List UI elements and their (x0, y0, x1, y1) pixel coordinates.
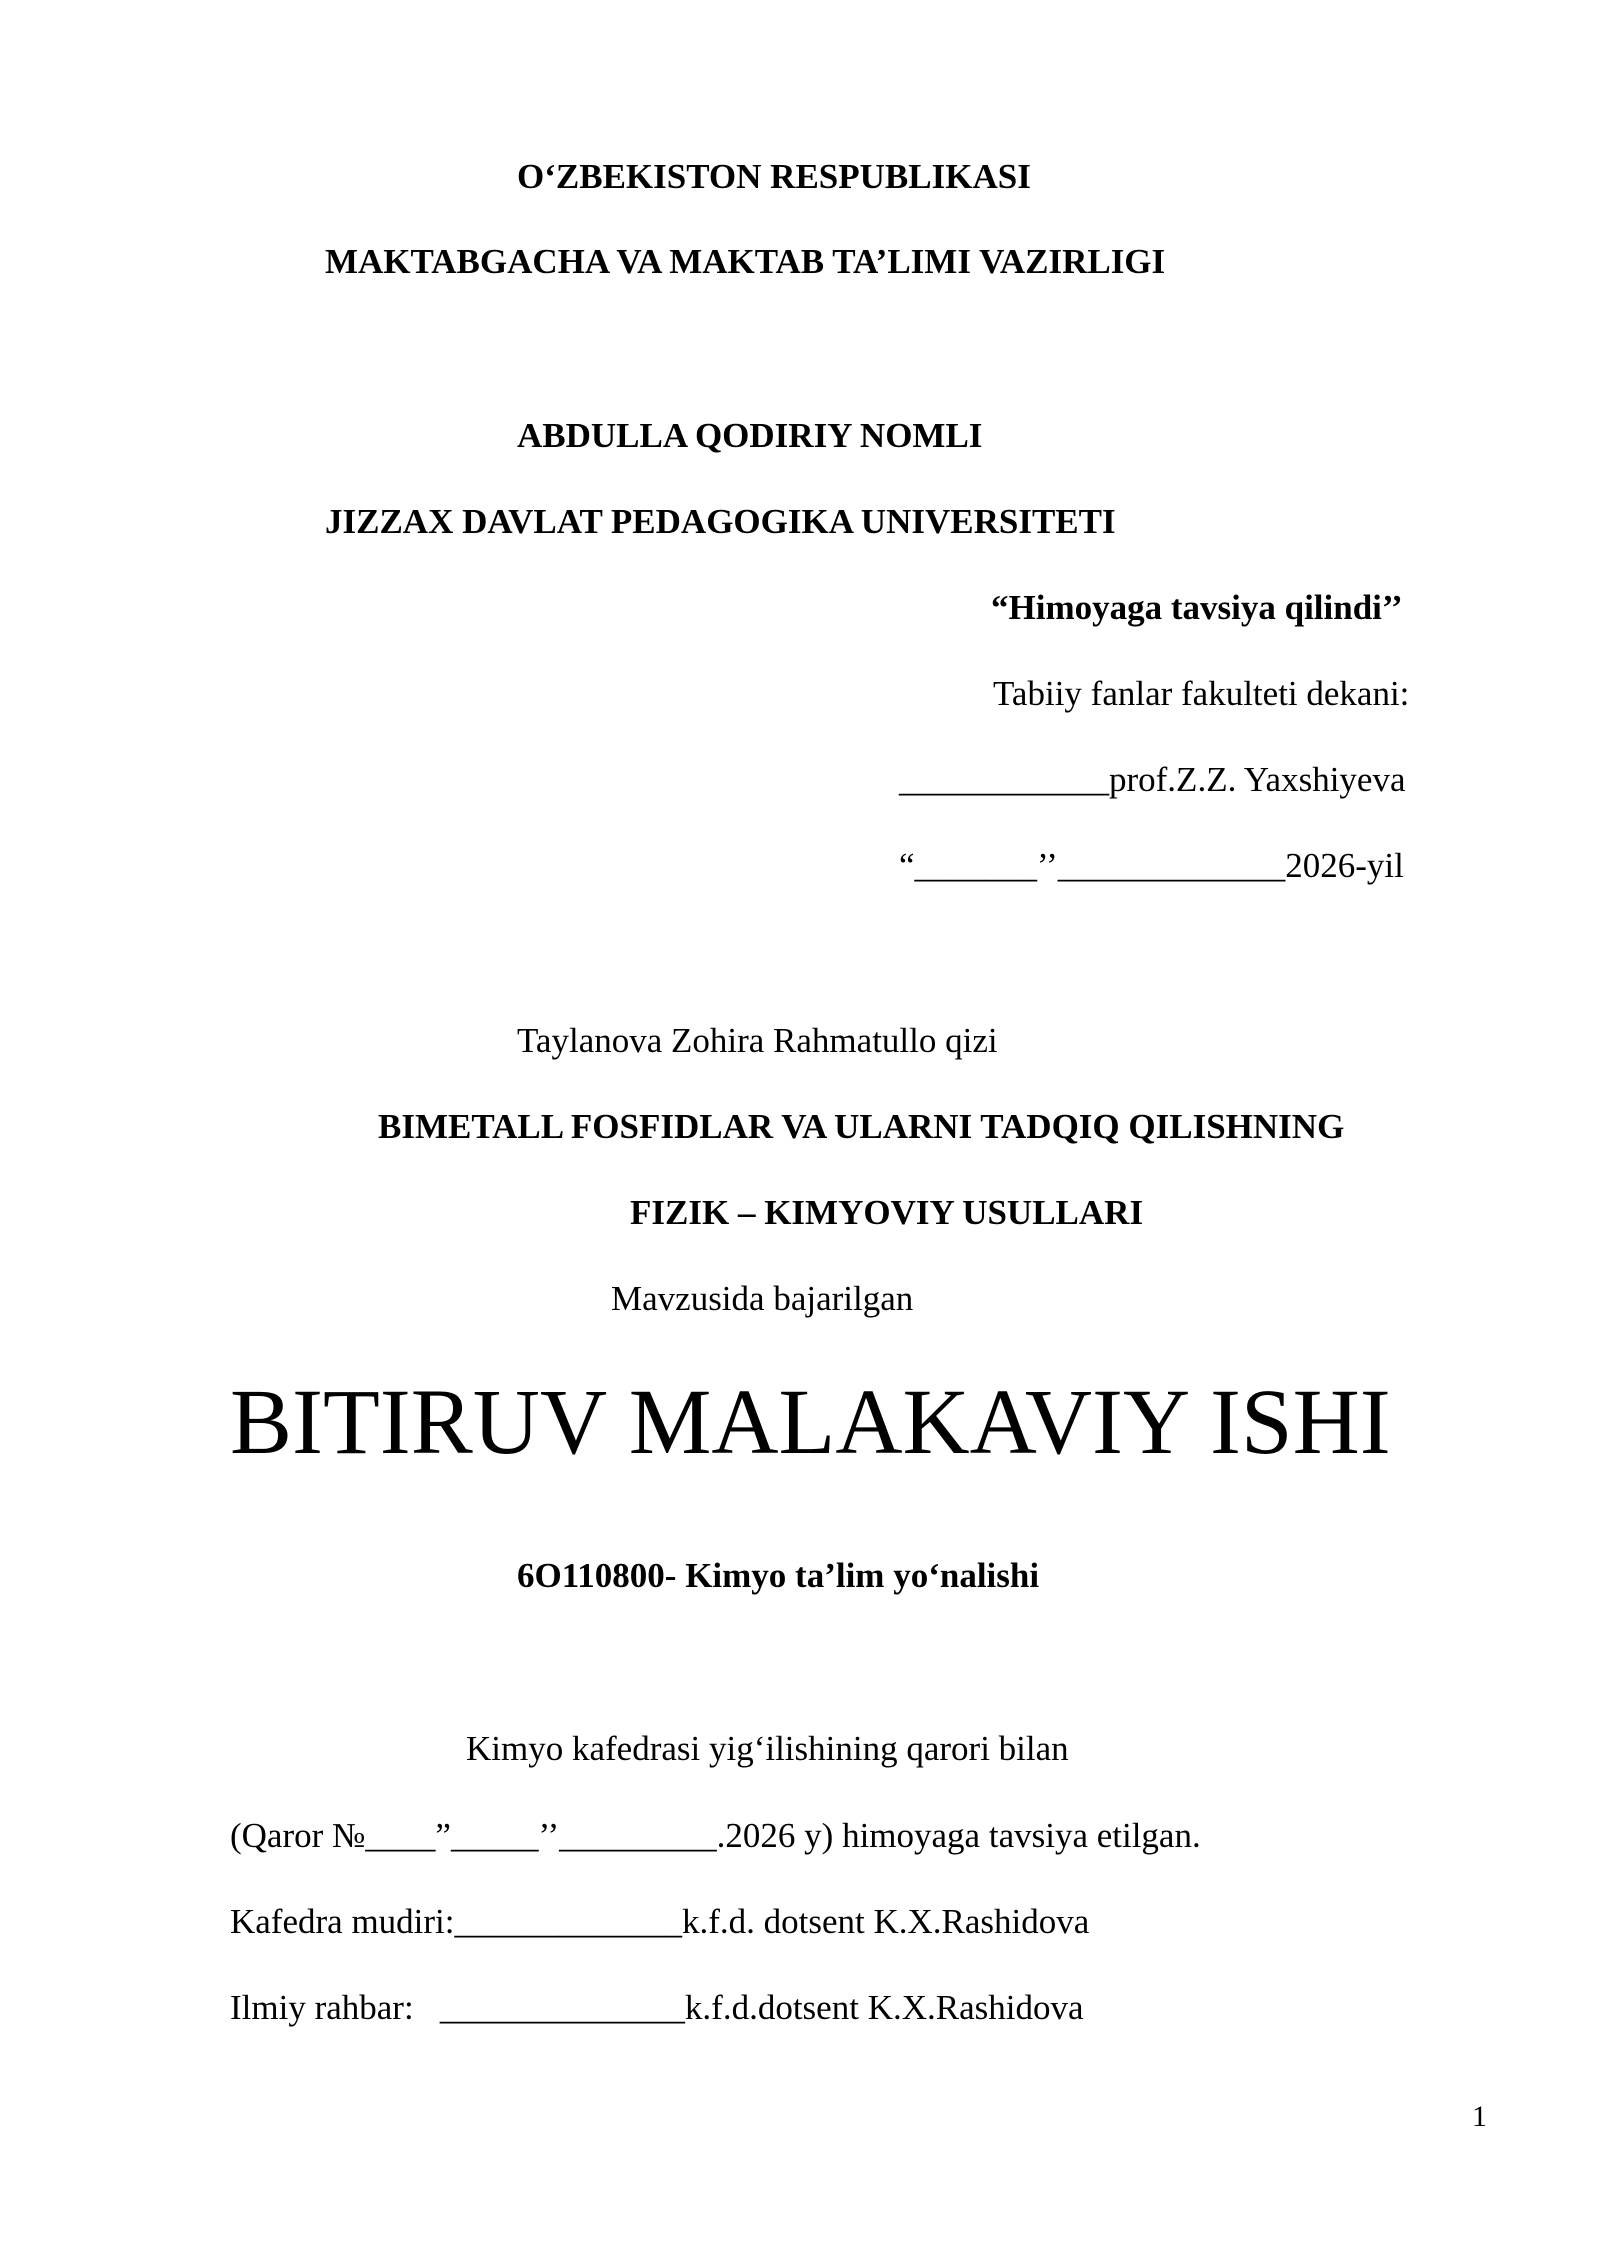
department-head-line: Kafedra mudiri:_____________k.f.d. dotsent K.X.Rashidova (230, 1902, 1090, 1941)
topic-note: Mavzusida bajarilgan (611, 1279, 914, 1318)
university-name-line2: JIZZAX DAVLAT PEDAGOGIKA UNIVERSITETI (325, 502, 1116, 541)
author-name: Taylanova Zohira Rahmatullo qizi (517, 1021, 998, 1060)
dean-signature-line: ____________prof.Z.Z. Yaxshiyeva (899, 760, 1406, 799)
program-name: 6O110800- Kimyo ta’lim yo‘nalishi (517, 1556, 1040, 1595)
university-name-line1: ABDULLA QODIRIY NOMLI (517, 416, 983, 455)
department-decision: Kimyo kafedrasi yig‘ilishining qarori bilan (466, 1729, 1069, 1768)
resolution-line: (Qaror №____”_____’’_________.2026 y) himoyaga tavsiya etilgan. (230, 1816, 1201, 1855)
approval-date-line: “_______’’_____________2026-yil (899, 846, 1404, 885)
topic-line1: BIMETALL FOSFIDLAR VA ULARNI TADQIQ QILISHNING (378, 1107, 1345, 1146)
ministry-heading: MAKTABGACHA VA MAKTAB TA’LIMI VAZIRLIGI (325, 242, 1166, 281)
republic-heading: O‘ZBEKISTON RESPUBLIKASI (517, 157, 1031, 196)
approval-heading: “Himoyaga tavsiya qilindi’’ (991, 588, 1403, 627)
supervisor-line: Ilmiy rahbar: ______________k.f.d.dotsent K.X.Rashidova (230, 1988, 1084, 2027)
page-number: 1 (1472, 2100, 1487, 2133)
dean-position: Tabiiy fanlar fakulteti dekani: (993, 674, 1410, 713)
document-title: BITIRUV MALAKAVIY ISHI (230, 1371, 1391, 1474)
topic-line2: FIZIK – KIMYOVIY USULLARI (630, 1193, 1144, 1232)
